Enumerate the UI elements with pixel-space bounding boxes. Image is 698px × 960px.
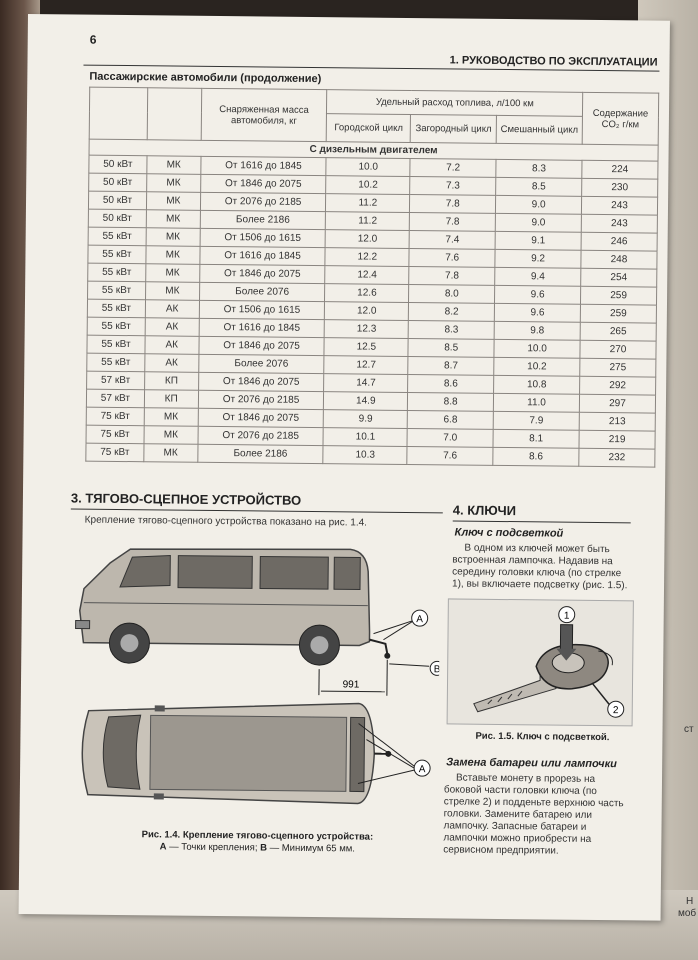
cell-power: 55 кВт bbox=[87, 335, 145, 354]
cell-city: 12.4 bbox=[325, 266, 409, 285]
cell-co2: 213 bbox=[579, 412, 655, 431]
cell-co2: 230 bbox=[582, 178, 658, 197]
cell-city: 10.1 bbox=[323, 428, 407, 447]
cell-gear: МК bbox=[144, 426, 198, 445]
cell-mass: От 1846 до 2075 bbox=[198, 372, 324, 391]
cell-mass: От 2076 до 2185 bbox=[198, 390, 324, 409]
cell-power: 75 кВт bbox=[86, 443, 144, 462]
cell-city: 12.2 bbox=[325, 248, 409, 267]
cell-highway: 7.2 bbox=[410, 159, 496, 178]
cell-co2: 275 bbox=[580, 358, 656, 377]
caption-title: Рис. 1.4. Крепление тягово-сцепного устройства: bbox=[141, 829, 374, 843]
cell-mass: От 1846 до 2075 bbox=[199, 264, 325, 283]
cell-city: 11.2 bbox=[326, 194, 410, 213]
cell-mass: От 1616 до 1845 bbox=[199, 318, 325, 337]
cell-power: 50 кВт bbox=[88, 191, 146, 210]
cell-highway: 7.0 bbox=[407, 428, 493, 447]
cell-mixed: 9.8 bbox=[494, 321, 580, 340]
header-fuel: Удельный расход топлива, л/100 км bbox=[327, 90, 583, 117]
cell-highway: 8.8 bbox=[408, 392, 494, 411]
cell-mixed: 8.5 bbox=[496, 177, 582, 196]
section4-rule bbox=[453, 520, 631, 523]
header-co2: Содержание CO₂ г/км bbox=[582, 92, 659, 145]
cell-highway: 8.3 bbox=[408, 321, 494, 340]
key-light-subheading: Ключ с подсветкой bbox=[454, 526, 564, 540]
van-side-view-figure bbox=[69, 532, 441, 698]
cell-gear: МК bbox=[145, 282, 199, 301]
cell-gear: АК bbox=[145, 300, 199, 319]
cell-mixed: 9.0 bbox=[496, 195, 582, 214]
cell-power: 55 кВт bbox=[88, 245, 146, 264]
cell-gear: МК bbox=[146, 174, 200, 193]
cell-co2: 292 bbox=[580, 376, 656, 395]
cell-gear: МК bbox=[146, 246, 200, 265]
cell-highway: 7.8 bbox=[410, 213, 496, 232]
header-highway: Загородный цикл bbox=[410, 115, 496, 144]
cell-power: 50 кВт bbox=[88, 209, 146, 228]
cell-mixed: 11.0 bbox=[494, 393, 580, 412]
cell-power: 55 кВт bbox=[88, 263, 146, 282]
cell-co2: 259 bbox=[580, 304, 656, 323]
cell-city: 12.5 bbox=[324, 338, 408, 357]
cell-city: 10.0 bbox=[326, 158, 410, 177]
cell-co2: 219 bbox=[579, 430, 655, 449]
cell-mixed: 9.6 bbox=[495, 285, 581, 304]
cell-mass: От 1846 до 2075 bbox=[199, 336, 325, 355]
header-gear bbox=[147, 88, 201, 141]
cell-city: 10.3 bbox=[323, 446, 407, 465]
cell-co2: 243 bbox=[581, 214, 657, 233]
cell-city: 11.2 bbox=[326, 212, 410, 231]
cell-mass: Более 2076 bbox=[198, 354, 324, 373]
cell-co2: 270 bbox=[580, 340, 656, 359]
cell-power: 57 кВт bbox=[87, 371, 145, 390]
chapter-title: 1. РУКОВОДСТВО ПО ЭКСПЛУАТАЦИИ bbox=[449, 54, 658, 69]
cell-city: 12.3 bbox=[325, 320, 409, 339]
caption-a-key: А bbox=[159, 841, 167, 853]
cell-mixed: 9.4 bbox=[495, 267, 581, 286]
figure-1-4-caption bbox=[77, 829, 437, 857]
section3-intro: Крепление тягово-сцепного устройства показано на рис. 1.4. bbox=[84, 514, 368, 529]
cell-city: 14.9 bbox=[324, 392, 408, 411]
cell-gear: АК bbox=[145, 336, 199, 355]
cell-gear: МК bbox=[146, 264, 200, 283]
cell-gear: АК bbox=[145, 354, 199, 373]
next-page-fragment-2: Н bbox=[686, 896, 694, 907]
cell-power: 55 кВт bbox=[88, 227, 146, 246]
fuel-consumption-table bbox=[85, 87, 659, 468]
cell-city: 14.7 bbox=[324, 374, 408, 393]
cell-gear: МК bbox=[146, 192, 200, 211]
section4-heading: 4. КЛЮЧИ bbox=[452, 502, 517, 519]
cell-highway: 6.8 bbox=[407, 410, 493, 429]
cell-mixed: 8.6 bbox=[493, 447, 579, 466]
cell-gear: МК bbox=[146, 228, 200, 247]
cell-gear: КП bbox=[144, 390, 198, 409]
cell-power: 50 кВт bbox=[89, 173, 147, 192]
cell-mixed: 7.9 bbox=[493, 411, 579, 430]
cell-mixed: 10.2 bbox=[494, 357, 580, 376]
cell-mass: Более 2186 bbox=[197, 444, 323, 463]
next-page-fragment-3: моб bbox=[678, 908, 697, 919]
cell-city: 12.0 bbox=[325, 230, 409, 249]
cell-mass: От 1616 до 1845 bbox=[200, 246, 326, 265]
caption-a-text: — Точки крепления; bbox=[166, 841, 261, 854]
label-a-top: A bbox=[418, 764, 426, 776]
cell-mixed: 8.1 bbox=[493, 429, 579, 448]
cell-highway: 7.8 bbox=[409, 267, 495, 286]
cell-mixed: 8.3 bbox=[496, 159, 582, 178]
cell-mixed: 9.6 bbox=[494, 303, 580, 322]
key-figure bbox=[447, 598, 634, 726]
cell-mixed: 10.8 bbox=[494, 375, 580, 394]
van-top-view-figure bbox=[68, 690, 439, 820]
cell-mass: От 1506 до 1615 bbox=[199, 300, 325, 319]
cell-power: 75 кВт bbox=[86, 407, 144, 426]
cell-co2: 246 bbox=[581, 232, 657, 251]
cell-mass: От 2076 до 2185 bbox=[198, 426, 324, 445]
cell-power: 55 кВт bbox=[87, 317, 145, 336]
cell-highway: 8.6 bbox=[408, 374, 494, 393]
cell-highway: 7.3 bbox=[410, 177, 496, 196]
cell-highway: 8.5 bbox=[408, 339, 494, 358]
cell-mass: От 2076 до 2185 bbox=[200, 192, 326, 211]
cell-co2: 243 bbox=[581, 196, 657, 215]
label-a-side: A bbox=[416, 614, 424, 626]
cell-gear: МК bbox=[146, 210, 200, 229]
table-title: Пассажирские автомобили (продолжение) bbox=[89, 70, 322, 86]
cell-mixed: 9.2 bbox=[495, 249, 581, 268]
section3-rule bbox=[71, 508, 443, 513]
cell-co2: 248 bbox=[581, 250, 657, 269]
cell-power: 75 кВт bbox=[86, 425, 144, 444]
cell-mass: Более 2076 bbox=[199, 282, 325, 301]
cell-highway: 8.2 bbox=[409, 303, 495, 322]
cell-power: 50 кВт bbox=[89, 155, 147, 174]
cell-highway: 7.4 bbox=[409, 231, 495, 250]
cell-highway: 7.6 bbox=[409, 249, 495, 268]
battery-subheading: Замена батареи или лампочки bbox=[446, 756, 617, 771]
dimension-991: 991 bbox=[342, 679, 360, 691]
cell-highway: 8.7 bbox=[408, 357, 494, 376]
cell-gear: МК bbox=[147, 156, 201, 175]
cell-mixed: 9.0 bbox=[495, 213, 581, 232]
cell-gear: МК bbox=[144, 408, 198, 427]
cell-highway: 7.6 bbox=[407, 446, 493, 465]
cell-co2: 265 bbox=[580, 322, 656, 341]
cell-gear: МК bbox=[144, 444, 198, 463]
cell-power: 55 кВт bbox=[87, 353, 145, 372]
cell-co2: 232 bbox=[579, 448, 655, 467]
key-light-paragraph: В одном из ключей может быть встроенная лампочка. Надавив на середину головки ключа (по стрелке 1), вы включаете подсветку (рис. 1.5). bbox=[451, 542, 628, 592]
header-power bbox=[89, 87, 147, 140]
cell-mass: От 1616 до 1845 bbox=[201, 156, 327, 175]
cell-mass: От 1846 до 2075 bbox=[198, 408, 324, 427]
table-section-diesel: С дизельным двигателем bbox=[89, 139, 658, 161]
cell-power: 55 кВт bbox=[87, 299, 145, 318]
cell-city: 12.0 bbox=[325, 302, 409, 321]
cell-city: 10.2 bbox=[326, 176, 410, 195]
cell-co2: 259 bbox=[581, 286, 657, 305]
caption-b-key: В bbox=[260, 842, 268, 854]
key-callout-1: 1 bbox=[563, 610, 570, 622]
cell-gear: АК bbox=[145, 318, 199, 337]
cell-gear: КП bbox=[144, 372, 198, 391]
cell-highway: 8.0 bbox=[409, 285, 495, 304]
cell-city: 12.6 bbox=[325, 284, 409, 303]
cell-mass: От 1846 до 2075 bbox=[200, 174, 326, 193]
figure-1-5-caption: Рис. 1.5. Ключ с подсветкой. bbox=[475, 730, 610, 744]
cell-mixed: 9.1 bbox=[495, 231, 581, 250]
cell-mixed: 10.0 bbox=[494, 339, 580, 358]
cell-city: 12.7 bbox=[324, 356, 408, 375]
cell-highway: 7.8 bbox=[410, 195, 496, 214]
cell-co2: 254 bbox=[581, 268, 657, 287]
header-city: Городской цикл bbox=[327, 114, 411, 143]
section3-heading: 3. ТЯГОВО-СЦЕПНОЕ УСТРОЙСТВО bbox=[70, 490, 302, 508]
page-number: 6 bbox=[89, 32, 97, 47]
key-callout-2: 2 bbox=[612, 705, 619, 717]
cell-mass: От 1506 до 1615 bbox=[200, 228, 326, 247]
cell-co2: 224 bbox=[582, 160, 658, 179]
cell-mass: Более 2186 bbox=[200, 210, 326, 229]
header-mixed: Смешанный цикл bbox=[496, 115, 582, 144]
cell-city: 9.9 bbox=[324, 410, 408, 429]
cell-co2: 297 bbox=[579, 394, 655, 413]
manual-page bbox=[19, 14, 670, 921]
cell-power: 57 кВт bbox=[86, 389, 144, 408]
header-mass: Снаряженная масса автомобиля, кг bbox=[201, 88, 327, 141]
battery-paragraph: Вставьте монету в прорезь на боковой части головки ключа (по стрелке 2) и подденьте верхнюю часть головки. Замените батарею или лампочку. Запасные батареи и лампочки можно приобрести на сервисном предприятии. bbox=[443, 772, 624, 857]
next-page-fragment-1: ст bbox=[684, 724, 694, 735]
caption-b-text: — Минимум 65 мм. bbox=[266, 842, 355, 855]
cell-power: 55 кВт bbox=[88, 281, 146, 300]
label-b: B bbox=[433, 664, 441, 676]
